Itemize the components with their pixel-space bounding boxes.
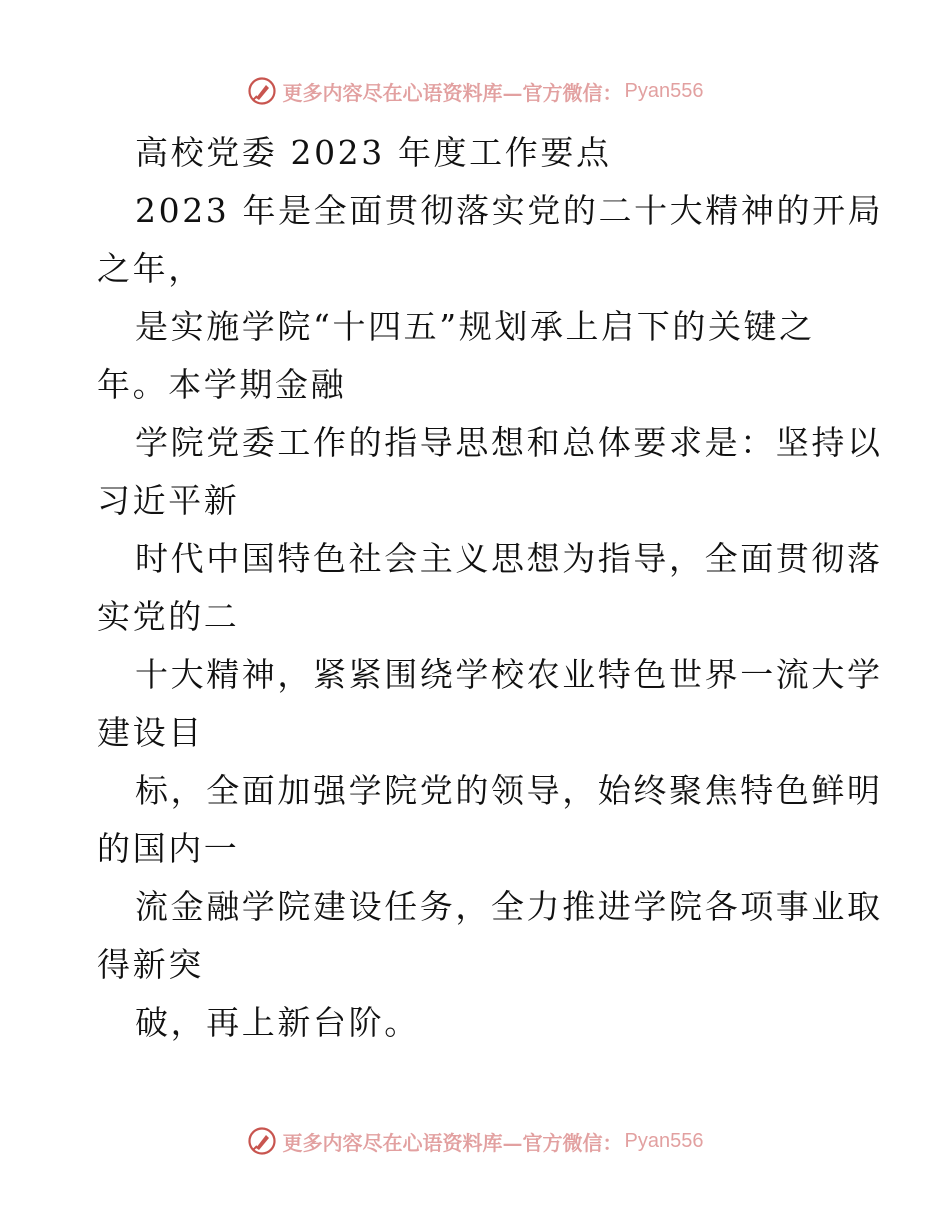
paragraph-line: 得新突 (97, 945, 204, 984)
paragraph-line: 流金融学院建设任务，全力推进学院各项事业取 (135, 887, 883, 926)
header-banner-text: 更多内容尽在心语资料库—官方微信： (282, 80, 623, 105)
quill-logo-icon (247, 76, 277, 106)
paragraph-line: 建设目 (97, 713, 204, 752)
paragraph-line: 实党的二 (97, 597, 240, 636)
footer-watermark-banner (0, 1121, 950, 1161)
paragraph-line: 之年， (97, 249, 204, 288)
paragraph-line: 是实施学院“十四五”规划承上启下的关键之 (135, 307, 815, 346)
paragraph-line: 年。本学期金融 (97, 365, 347, 404)
quill-logo-icon (247, 1126, 277, 1156)
paragraph-line: 2023 年是全面贯彻落实党的二十大精神的开局 (135, 191, 884, 230)
paragraph-line: 时代中国特色社会主义思想为指导，全面贯彻落 (135, 539, 883, 578)
header-banner-handle: Pyan556 (624, 79, 704, 102)
paragraph-line: 学院党委工作的指导思想和总体要求是：坚持以 (135, 423, 883, 462)
paragraph-line: 标，全面加强学院党的领导，始终聚焦特色鲜明 (135, 771, 883, 810)
document-body (97, 124, 884, 1052)
footer-banner-text: 更多内容尽在心语资料库—官方微信： (282, 1130, 623, 1155)
paragraph-line: 破，再上新台阶。 (135, 1003, 420, 1042)
paragraph-line: 十大精神，紧紧围绕学校农业特色世界一流大学 (135, 655, 883, 694)
footer-banner-handle: Pyan556 (624, 1129, 704, 1152)
paragraph-line: 习近平新 (97, 481, 240, 520)
paragraph-line: 的国内一 (97, 829, 240, 868)
document-title: 高校党委 2023 年度工作要点 (135, 133, 612, 172)
header-watermark-banner (0, 71, 950, 111)
